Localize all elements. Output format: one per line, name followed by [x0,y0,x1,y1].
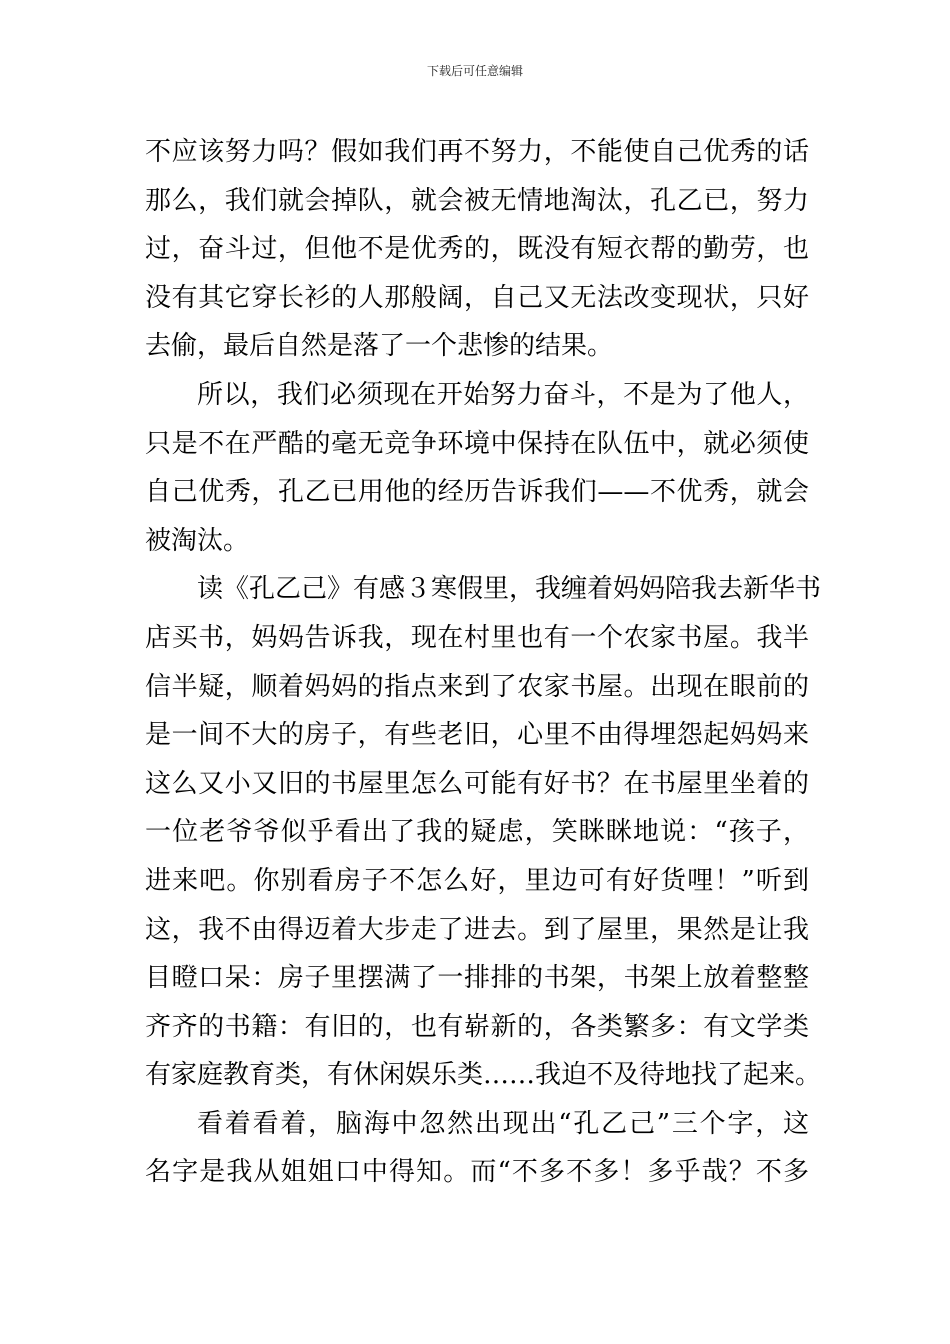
text-line: 所以，我们必须现在开始努力奋斗，不是为了他人， [197,379,809,410]
text-line: 看着看着，脑海中忽然出现出“孔乙己”三个字，这 [197,1108,809,1139]
text-line: 被淘汰。 [145,525,250,556]
text-line: 过，奋斗过，但他不是优秀的，既没有短衣帮的勤劳，也 [145,234,809,265]
text-line: 那么，我们就会掉队，就会被无情地淘汰，孔乙已，努力 [145,185,809,216]
text-line: 齐齐的书籍：有旧的，也有崭新的，各类繁多：有文学类 [145,1011,809,1042]
text-line: 有家庭教育类，有休闲娱乐类……我迫不及待地找了起来。 [145,1060,822,1091]
text-line: 是一间不大的房子，有些老旧，心里不由得埋怨起妈妈来 [145,720,809,751]
text-line: 没有其它穿长衫的人那般阔，自己又无法改变现状，只好 [145,282,809,313]
text-line: 进来吧。你别看房子不怎么好，里边可有好货哩！”听到 [145,865,809,896]
text-line: 名字是我从姐姐口中得知。而“不多不多！多乎哉？不多 [145,1157,809,1188]
text-line: 店买书，妈妈告诉我，现在村里也有一个农家书屋。我半 [145,622,809,653]
text-line: 读《孔乙己》有感３寒假里，我缠着妈妈陪我去新华书 [197,574,822,605]
body-text [145,128,822,1197]
text-line: 只是不在严酷的毫无竞争环境中保持在队伍中，就必须使 [145,428,809,459]
text-line: 一位老爷爷似乎看出了我的疑虑，笑眯眯地说：“孩子， [145,817,809,848]
text-line: 这，我不由得迈着大步走了进去。到了屋里，果然是让我 [145,914,809,945]
text-line: 目瞪口呆：房子里摆满了一排排的书架，书架上放着整整 [145,963,809,994]
text-line: 去偷，最后自然是落了一个悲惨的结果。 [145,331,614,362]
text-line: 自己优秀，孔乙已用他的经历告诉我们——不优秀，就会 [145,477,809,508]
page-header: 下载后可任意编辑 [426,64,523,78]
text-line: 信半疑，顺着妈妈的指点来到了农家书屋。出现在眼前的 [145,671,809,702]
text-line: 不应该努力吗？假如我们再不努力，不能使自己优秀的话 [145,137,809,167]
text-line: 这么又小又旧的书屋里怎么可能有好书？在书屋里坐着的 [145,768,809,799]
